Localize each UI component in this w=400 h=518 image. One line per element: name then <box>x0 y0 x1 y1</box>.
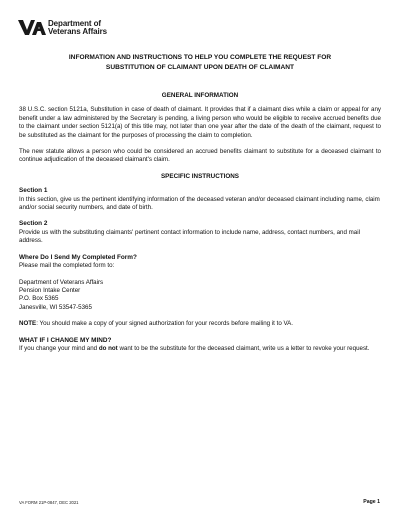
specific-instructions-heading: SPECIFIC INSTRUCTIONS <box>160 172 240 180</box>
change-text-start: If you change your mind and <box>19 344 99 352</box>
change-mind-block <box>19 337 381 354</box>
logo-line-2: Veterans Affairs <box>48 27 108 36</box>
title-line-2: SUBSTITUTION OF CLAIMANT UPON DEATH OF CLAIMANT <box>105 63 295 71</box>
logo-text <box>48 20 107 36</box>
note-label: NOTE <box>19 320 37 328</box>
section-1-heading: Section 1 <box>19 187 48 195</box>
section-2-heading: Section 2 <box>19 220 48 228</box>
va-logo-mark-icon <box>18 20 46 36</box>
change-text-end: want to be the substitute for the deceased claimant, write us a letter to revoke your request. <box>117 344 370 352</box>
title-line-1: INFORMATION AND INSTRUCTIONS TO HELP YOU COMPLETE THE REQUEST FOR <box>68 54 332 61</box>
where-heading: Where Do I Send My Completed Form? <box>19 253 137 261</box>
logo-line-1: Department of <box>48 19 101 28</box>
section-2-block <box>19 220 381 245</box>
address-line: Department of Veterans Affairs <box>19 278 104 286</box>
change-text-emphasis: do not <box>98 344 118 352</box>
address-line: Janesville, WI 53547-5365 <box>19 303 92 311</box>
where-intro: Please mail the completed form to: <box>19 262 115 270</box>
general-information-heading: GENERAL INFORMATION <box>161 92 239 99</box>
where-block <box>19 254 381 271</box>
note-paragraph <box>19 320 381 328</box>
address-line: P.O. Box 5365 <box>19 295 59 303</box>
address-line: Pension Intake Center <box>19 286 81 294</box>
section-1-text: In this section, give us the pertinent identifying information of the deceased veteran and/or deceased claimant including name, claim and/or social security numbers, and date of birth. <box>19 195 380 212</box>
document-body <box>19 92 381 361</box>
note-text: : You should make a copy of your signed authorization for your records before mailing it to VA. <box>36 320 294 328</box>
general-paragraph-1: 38 U.S.C. section 5121a, Substitution in case of death of claimant. It provides that if a claimant dies while a claim or appeal for any benefit under a law administered by the Secretary is pending, a living person who would be eligible to receive accrued benefits due to the claimant under section 5121(a) of this title may, not later than one year after the date of the death of the claimant, request to be substituted as the claimant for the purposes of processing the claim to completion. <box>19 106 381 139</box>
form-identifier: VA FORM 21P-0847, DEC 2021 <box>19 500 79 505</box>
page-number: Page 1 <box>363 499 380 505</box>
document-title <box>20 53 380 72</box>
general-paragraph-2: The new statute allows a person who could be considered an accrued benefits claimant to substitute for a deceased claimant to continue adjudication of the deceased claimant's claim. <box>19 148 381 164</box>
section-1-block <box>19 187 381 212</box>
va-logo <box>18 20 107 36</box>
change-mind-text <box>19 345 381 353</box>
mailing-address <box>19 279 381 313</box>
change-mind-heading: WHAT IF I CHANGE MY MIND? <box>19 336 112 344</box>
section-2-text: Provide us with the substituting claimants' pertinent contact information to include name, address, contact numbers, and mail address. <box>19 228 360 245</box>
